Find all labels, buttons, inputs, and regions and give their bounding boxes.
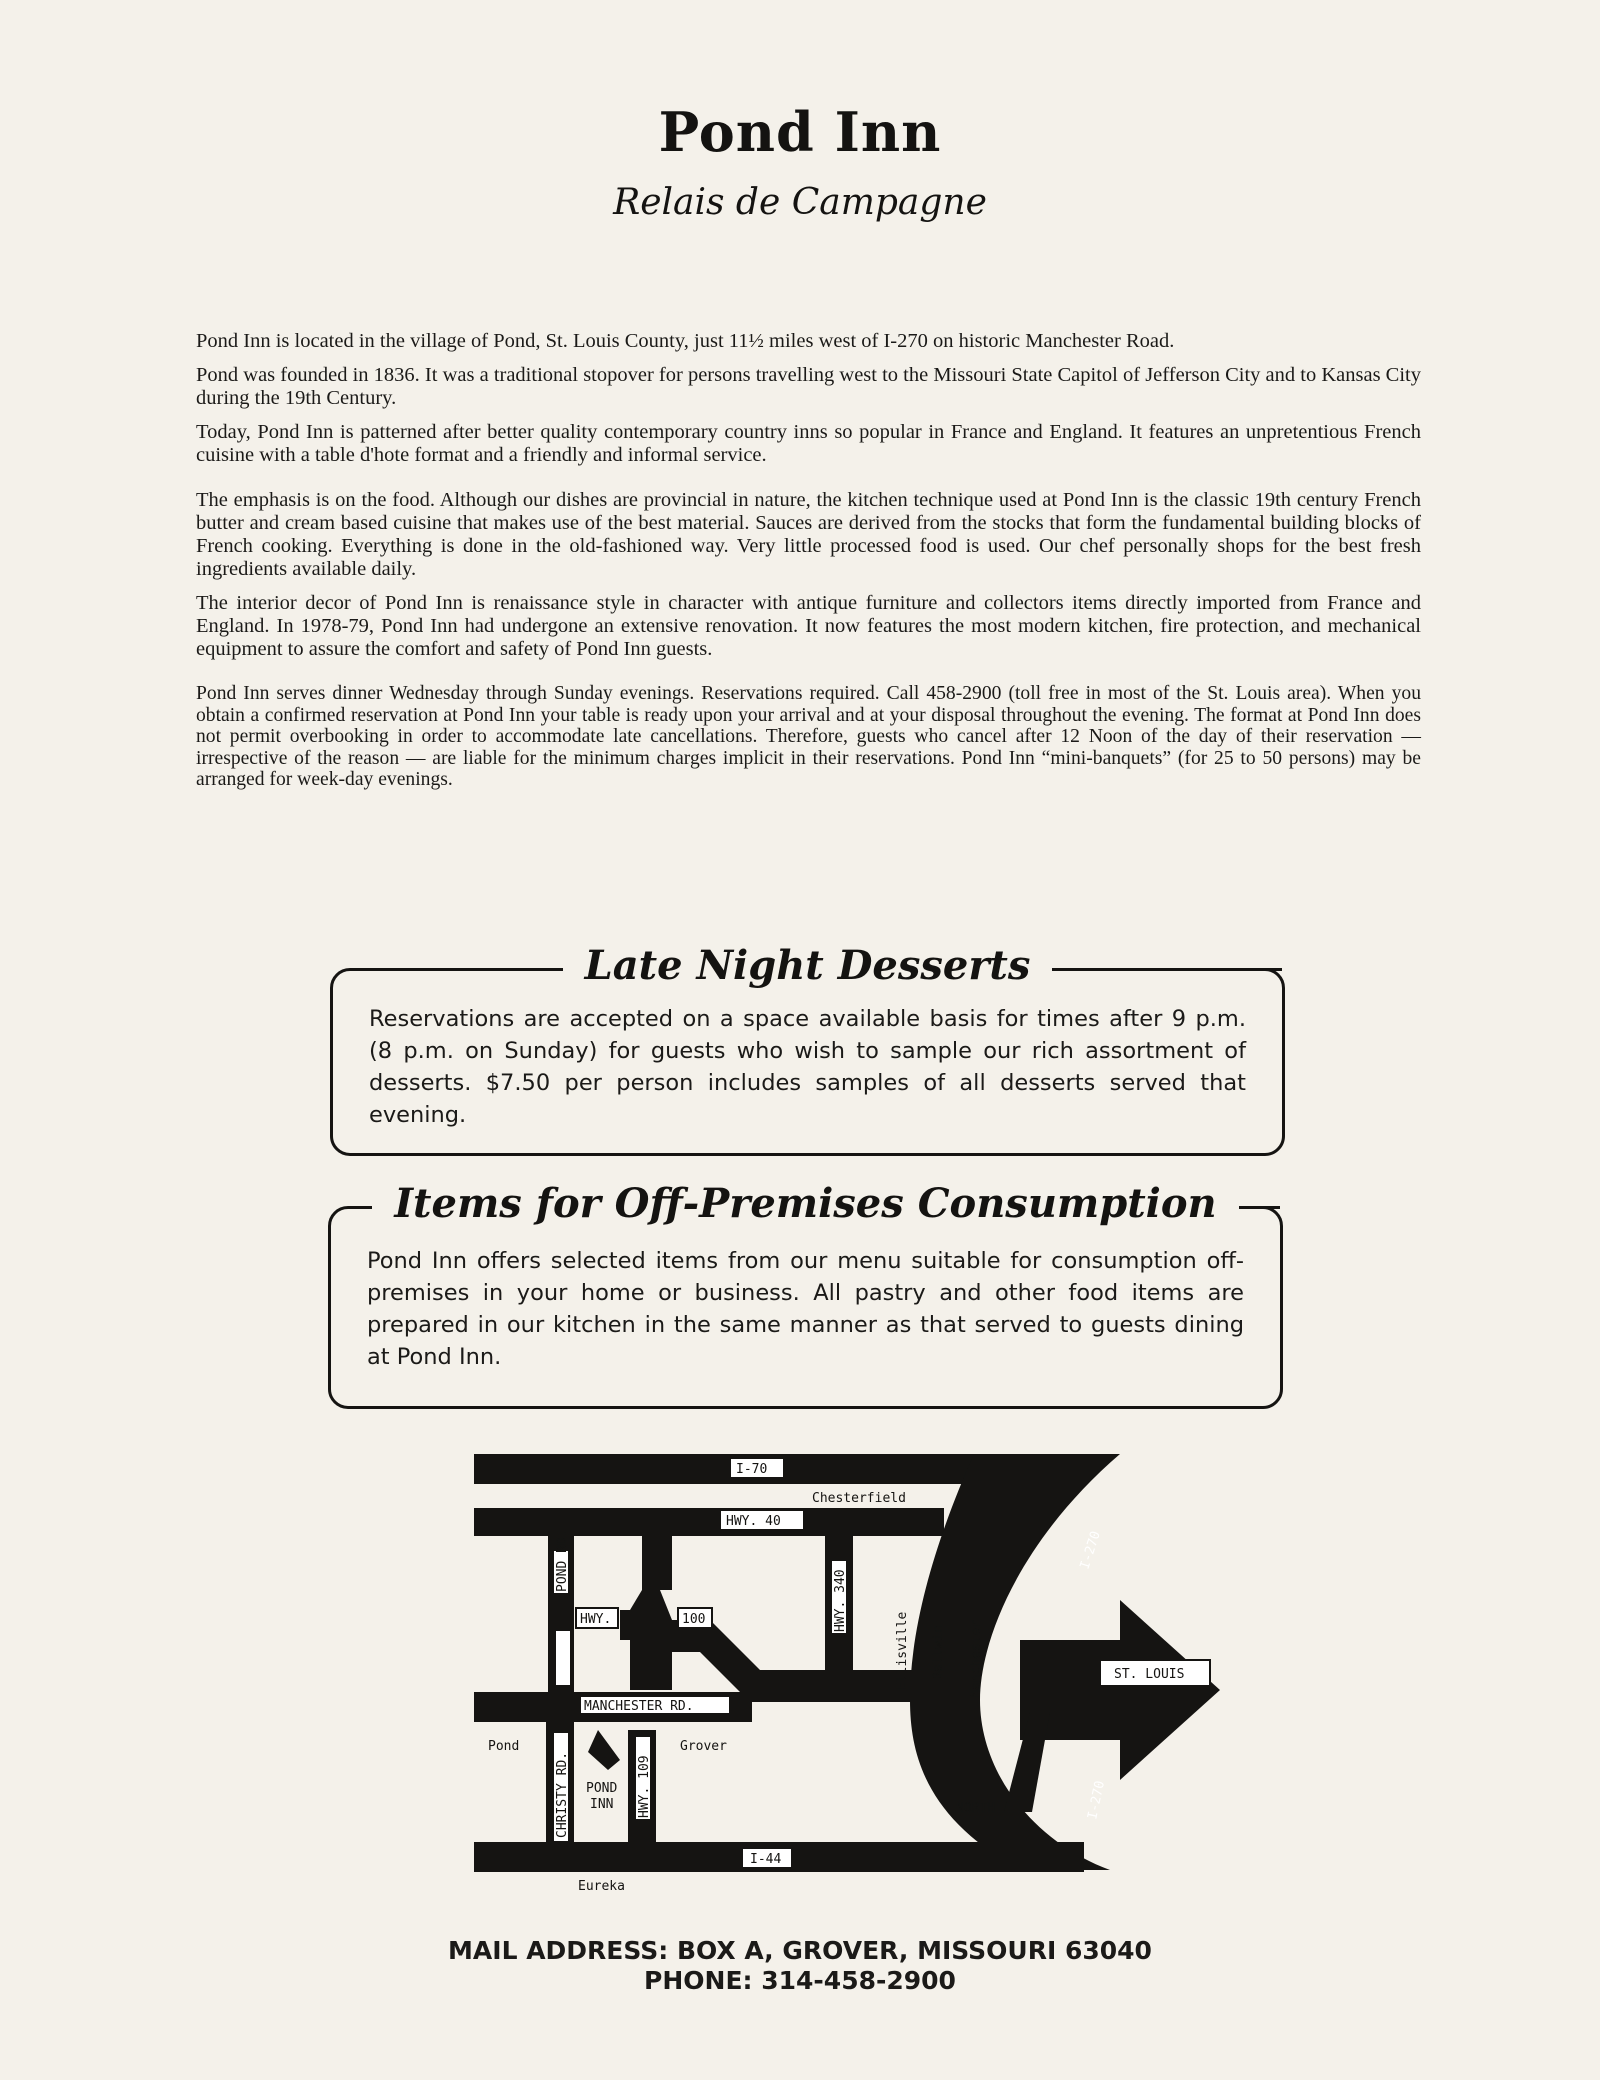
mail-address: MAIL ADDRESS: BOX A, GROVER, MISSOURI 63040 xyxy=(448,1936,1152,1965)
paragraph-history: Pond was founded in 1836. It was a traditional stopover for persons travelling west to the Missouri State Capitol of Jefferson City and to Kansas City during the 19th Century. xyxy=(196,364,1421,409)
contact-footer xyxy=(0,1936,1600,1996)
label-eureka: Eureka xyxy=(578,1879,625,1894)
late-night-heading: Late Night Desserts xyxy=(563,941,1053,991)
north-arrow xyxy=(1004,1712,1050,1812)
paragraph-decor: The interior decor of Pond Inn is renaissance style in character with antique furniture and collectors items directly imported from France and England. In 1978-79, Pond Inn had undergone an extensive renovation. It now features the most modern kitchen, fire protection, and mechanical equipment to assure the comfort and safety of Pond Inn guests. xyxy=(196,592,1421,660)
label-pond-inn-b: INN xyxy=(590,1797,614,1812)
off-premises-heading: Items for Off-Premises Consumption xyxy=(372,1179,1238,1229)
label-ellisville: Ellisville xyxy=(895,1611,910,1690)
page-title: Pond Inn xyxy=(658,100,942,164)
road-hwy100 xyxy=(620,1590,922,1702)
late-night-body: Reservations are accepted on a space available basis for times after 9 p.m. (8 p.m. on Sunday) for guests who wish to sample our rich assortment of desserts. $7.50 per person includes samples of all desserts served that evening. xyxy=(369,1006,1246,1128)
label-hwy340: HWY. 340 xyxy=(833,1569,848,1632)
off-premises-box xyxy=(328,1180,1283,1409)
label-manchester-rd: MANCHESTER RD. xyxy=(584,1699,694,1714)
label-manchester: Manchester xyxy=(969,1619,984,1698)
label-i44: I-44 xyxy=(750,1852,782,1867)
paragraph-food: The emphasis is on the food. Although our dishes are provincial in nature, the kitchen technique used at Pond Inn is the classic 19th century French butter and cream based cuisine that makes use of the best material. Sauces are derived from the stocks that form the fundamental building blocks of French cooking. Everything is done in the old-fashioned way. Very little processed food is used. Our chef personally shops for the best fresh ingredients available daily. xyxy=(196,489,1421,580)
road-i70 xyxy=(474,1454,974,1484)
label-st-louis: ST. LOUIS xyxy=(1114,1667,1185,1682)
label-pond-inn-a: POND xyxy=(586,1781,618,1796)
label-ballwin: Ballwin xyxy=(931,1625,946,1680)
off-premises-body: Pond Inn offers selected items from our menu suitable for consumption off-premises in your home or business. All pastry and other food items are prepared in our kitchen in the same manner as that served to guests dining at Pond Inn. xyxy=(367,1248,1244,1370)
paragraph-reservations: Pond Inn serves dinner Wednesday through Sunday evenings. Reservations required. Call 458-2900 (toll free in most of the St. Louis area). When you obtain a confirmed reservation at Pond Inn your table is ready upon your arrival and at your disposal throughout the evening. The format at Pond Inn does not permit overbooking in order to accommodate late cancellations. Therefore, guests who cancel after 12 Noon of the day of their reservation — irrespective of the reason — are liable for the minimum charges implicit in their reservations. Pond Inn “mini-banquets” (for 25 to 50 persons) may be arranged for week-day evenings. xyxy=(196,683,1421,790)
page-subtitle: Relais de Campagne xyxy=(613,182,987,223)
label-i70: I-70 xyxy=(736,1462,768,1477)
label-hwy40: HWY. 40 xyxy=(726,1514,781,1529)
directions-map xyxy=(460,1440,1240,1900)
label-chesterfield: Chesterfield xyxy=(812,1491,906,1506)
st-louis-arrow xyxy=(1020,1600,1220,1780)
label-i270-bottom: I-270 xyxy=(1085,1779,1109,1821)
paragraph-today: Today, Pond Inn is patterned after better quality contemporary country inns so popular in France and England. It features an unpretentious French cuisine with a table d'hote format and a friendly and informal service. xyxy=(196,421,1421,466)
label-hwy100-b: 100 xyxy=(682,1612,706,1627)
pond-inn-marker xyxy=(588,1730,620,1770)
label-pond: Pond xyxy=(488,1739,520,1754)
label-hwy100-a: HWY. xyxy=(580,1612,612,1627)
label-hwy109: HWY. 109 xyxy=(637,1755,652,1818)
late-night-desserts-box xyxy=(330,942,1285,1156)
label-christy-rd: CHRISTY RD. xyxy=(555,1751,570,1838)
label-grover: Grover xyxy=(680,1739,727,1754)
paragraph-location: Pond Inn is located in the village of Pond, St. Louis County, just 11½ miles west of I-270 on historic Manchester Road. xyxy=(196,330,1175,352)
road-hwy40 xyxy=(474,1508,944,1536)
intro-text xyxy=(196,330,1421,802)
label-i270-top: I-270 xyxy=(1077,1529,1104,1572)
label-pond-rd: POND RD. xyxy=(555,1529,570,1592)
label-north: NORTH xyxy=(956,1801,996,1816)
phone-number: PHONE: 314-458-2900 xyxy=(644,1966,956,1995)
